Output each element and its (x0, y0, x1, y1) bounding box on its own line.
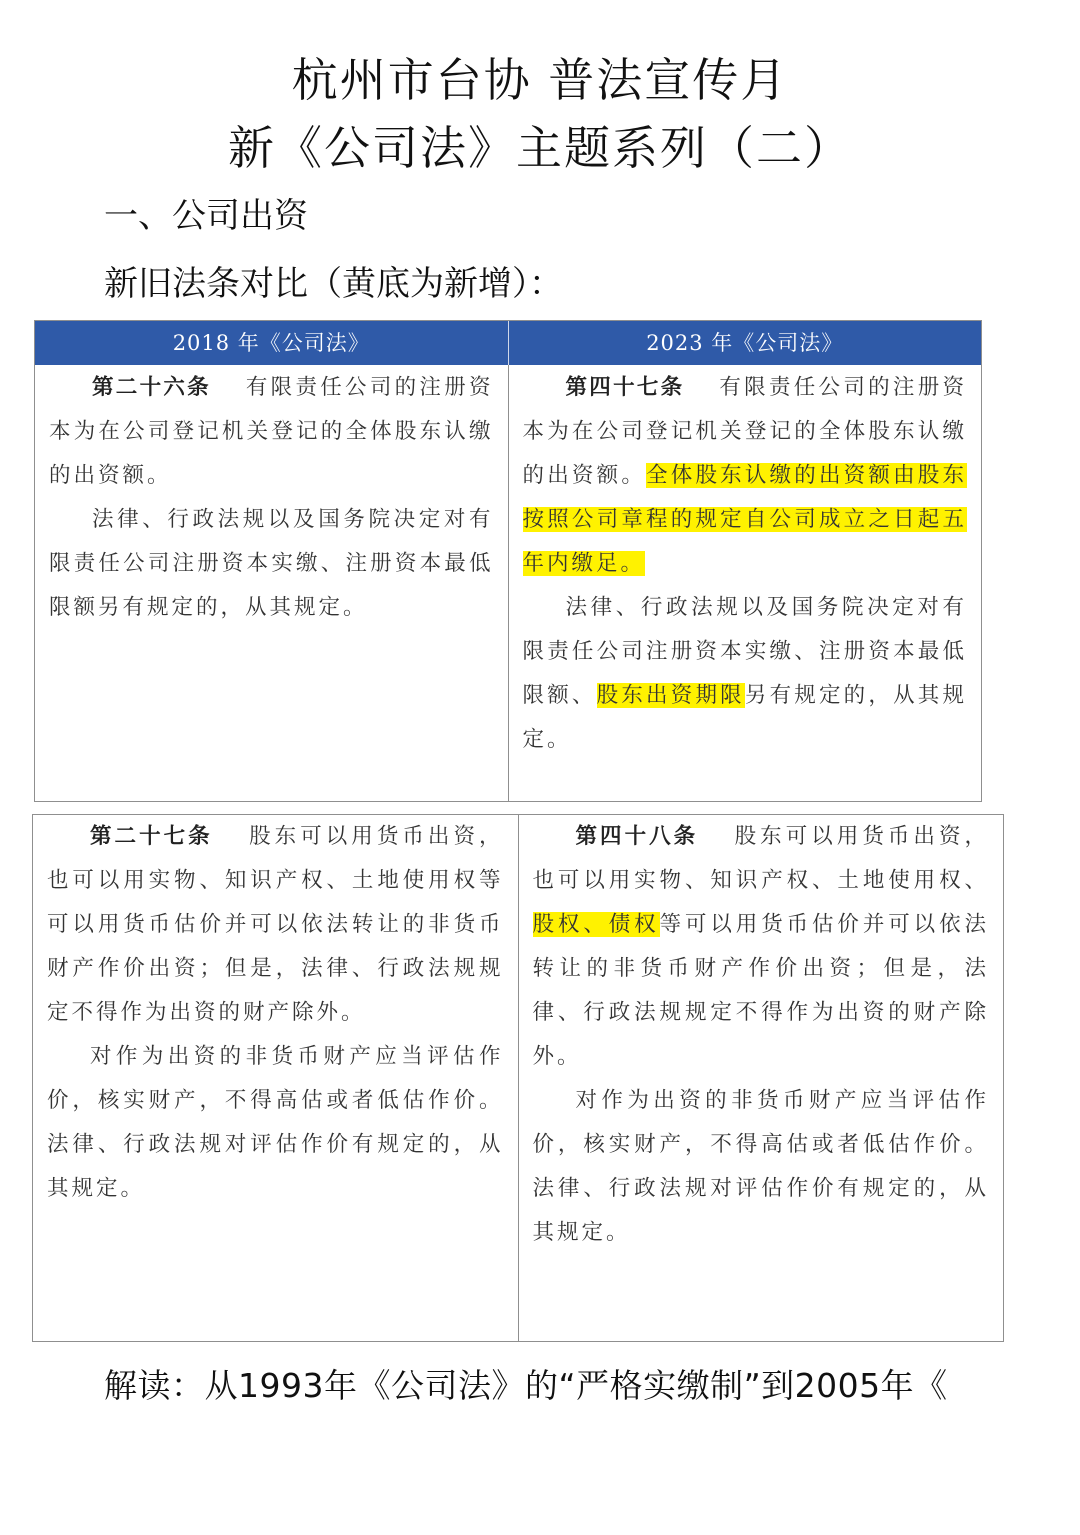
article-paragraph (533, 815, 990, 1079)
comparison-table-part-2 (32, 814, 1004, 1342)
article-text: 另有规定的，从其规定。 (522, 683, 967, 752)
article-number: 第二十七条 (90, 824, 213, 849)
article-paragraph (523, 586, 968, 762)
article-text: 法律、行政法规以及国务院决定对有限责任公司注册资本实缴、注册资本最低限额、 (522, 595, 967, 708)
article-text: 对作为出资的非货币财产应当评估作价，核实财产，不得高估或者低估作价。法律、行政法规对评估作价有规定的，从其规定。 (47, 1044, 504, 1201)
comparison-table-part-1 (34, 320, 982, 802)
page-title-line-1: 杭州市台协 普法宣传月 (291, 53, 789, 107)
article-text: 有限责任公司的注册资本为在公司登记机关登记的全体股东认缴的出资额。 (522, 375, 967, 488)
article-number: 第二十六条 (92, 375, 211, 400)
header-old-law: 2018 年《公司法》 (172, 331, 370, 355)
table-header (35, 321, 981, 365)
article-text: 法律、行政法规以及国务院决定对有限责任公司注册资本实缴、注册资本最低限额另有规定的，从其规定。 (49, 507, 494, 620)
article-paragraph (47, 815, 504, 1035)
old-law-cell (35, 365, 508, 801)
header-new-law: 2023 年《公司法》 (508, 321, 982, 365)
article-text: 有限责任公司的注册资本为在公司登记机关登记的全体股东认缴的出资额。 (49, 375, 494, 488)
highlighted-new-text: 股东出资期限 (596, 683, 745, 708)
article-text: 股东可以用货币出资，也可以用实物、知识产权、土地使用权等可以用货币估价并可以依法转让的非货币财产作价出资；但是，法律、行政法规规定不得作为出资的财产除外。 (47, 824, 504, 1025)
article-text: 对作为出资的非货币财产应当评估作价，核实财产，不得高估或者低估作价。法律、行政法规对评估作价有规定的，从其规定。 (532, 1088, 989, 1245)
section-heading: 一、公司出资 (104, 196, 308, 236)
article-number: 第四十八条 (575, 824, 699, 849)
article-paragraph (533, 1079, 990, 1255)
new-law-cell (518, 815, 1004, 1341)
article-text: 股东可以用货币出资，也可以用实物、知识产权、土地使用权、 (532, 824, 989, 893)
highlighted-new-text: 股权、债权 (532, 912, 660, 937)
article-text: 等可以用货币估价并可以依法转让的非货币财产作价出资；但是，法律、行政法规规定不得作为出资的财产除外。 (532, 912, 989, 1069)
old-law-cell (33, 815, 518, 1341)
article-number: 第四十七条 (565, 375, 685, 400)
article-paragraph (47, 1035, 504, 1211)
article-paragraph (49, 366, 494, 498)
table-row (35, 365, 981, 801)
article-paragraph (523, 366, 968, 586)
table-row (33, 815, 1003, 1341)
page-title-line-2: 新《公司法》主题系列（二） (228, 121, 852, 175)
highlighted-new-text: 全体股东认缴的出资额由股东按照公司章程的规定自公司成立之日起五年内缴足。 (522, 463, 967, 576)
interpretation-text: 解读：从1993年《公司法》的“严格实缴制”到2005年《 (104, 1366, 948, 1405)
comparison-note: 新旧法条对比（黄底为新增）： (104, 264, 563, 304)
new-law-cell (508, 365, 982, 801)
article-paragraph (49, 498, 494, 630)
